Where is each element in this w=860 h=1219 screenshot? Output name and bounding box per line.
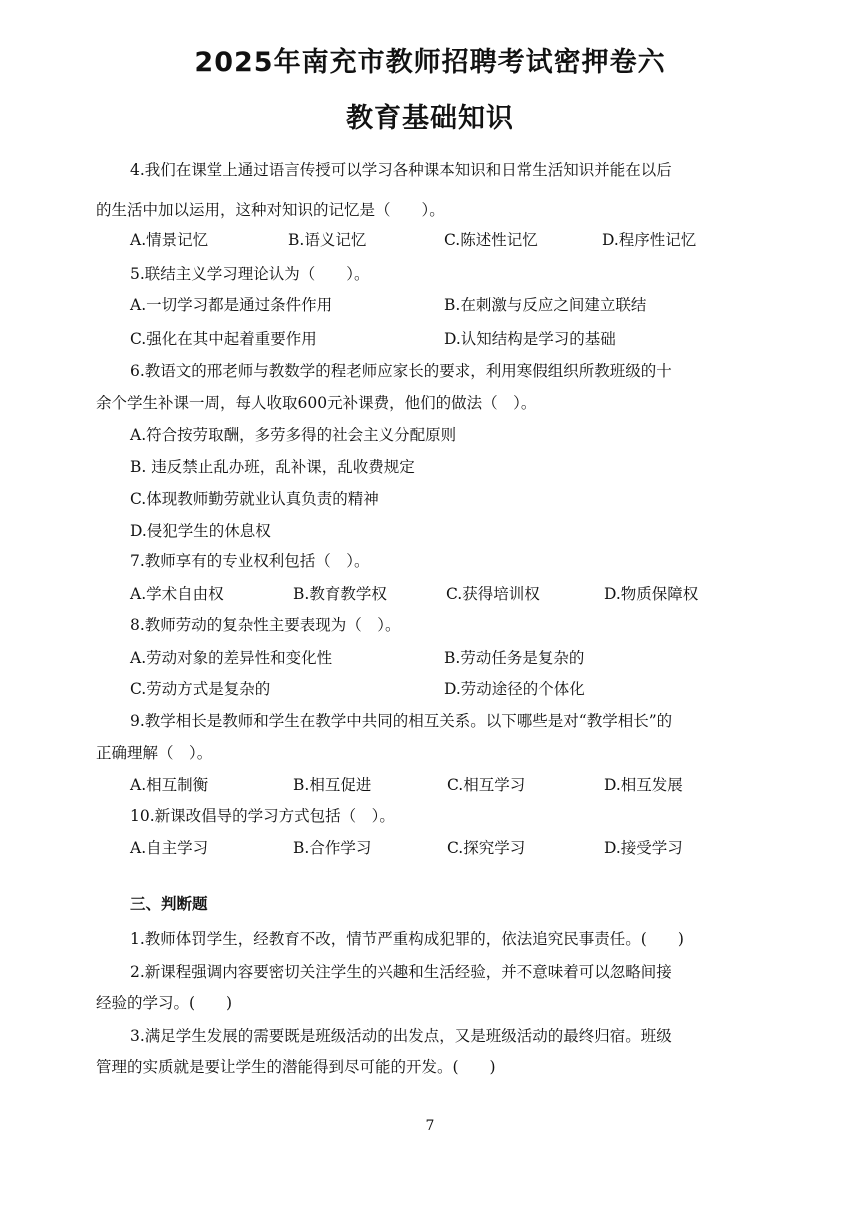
question-9-line-2: 正确理解（ ）。 <box>96 744 213 762</box>
judgement-3-line-2: 管理的实质就是要让学生的潜能得到尽可能的开发。( ) <box>96 1058 496 1076</box>
question-7-option-b: B.教育教学权 <box>293 585 387 603</box>
page-number: 7 <box>425 1118 435 1134</box>
question-10-stem: 10.新课改倡导的学习方式包括（ ）。 <box>130 807 395 825</box>
question-8-option-c: C.劳动方式是复杂的 <box>130 680 271 698</box>
question-5-option-d: D.认知结构是学习的基础 <box>444 330 616 348</box>
question-10-option-b: B.合作学习 <box>293 839 372 857</box>
question-4-option-d: D.程序性记忆 <box>602 231 697 249</box>
question-4-option-b: B.语义记忆 <box>288 231 367 249</box>
question-7-option-a: A.学术自由权 <box>130 585 224 603</box>
question-10-option-a: A.自主学习 <box>130 839 209 857</box>
question-9-option-b: B.相互促进 <box>293 776 372 794</box>
question-6-line-2: 余个学生补课一周，每人收取600元补课费，他们的做法（ ）。 <box>96 394 537 412</box>
question-5-option-b: B.在刺激与反应之间建立联结 <box>444 296 647 314</box>
judgement-2-line-2: 经验的学习。( ) <box>96 994 233 1012</box>
question-9-option-c: C.相互学习 <box>447 776 526 794</box>
question-7-option-d: D.物质保障权 <box>604 585 699 603</box>
question-4-option-c: C.陈述性记忆 <box>444 231 538 249</box>
question-6-option-b: B. 违反禁止乱办班，乱补课，乱收费规定 <box>130 458 415 476</box>
question-8-option-b: B.劳动任务是复杂的 <box>444 649 585 667</box>
judgement-3-line-1: 3.满足学生发展的需要既是班级活动的出发点，又是班级活动的最终归宿。班级 <box>130 1027 672 1045</box>
question-7-stem: 7.教师享有的专业权利包括（ ）。 <box>130 552 370 570</box>
question-5-stem: 5.联结主义学习理论认为（ ）。 <box>130 265 370 283</box>
question-8-option-a: A.劳动对象的差异性和变化性 <box>130 649 333 667</box>
question-9-option-d: D.相互发展 <box>604 776 683 794</box>
page-subtitle: 教育基础知识 <box>346 103 514 134</box>
section-heading-true-false: 三、判断题 <box>130 895 208 913</box>
question-9-line-1: 9.教学相长是教师和学生在教学中共同的相互关系。以下哪些是对“教学相长”的 <box>130 712 673 730</box>
question-10-option-c: C.探究学习 <box>447 839 526 857</box>
question-6-option-c: C.体现教师勤劳就业认真负责的精神 <box>130 490 379 508</box>
question-6-option-d: D.侵犯学生的休息权 <box>130 522 271 540</box>
question-7-option-c: C.获得培训权 <box>446 585 540 603</box>
question-5-option-a: A.一切学习都是通过条件作用 <box>130 296 333 314</box>
question-6-line-1: 6.教语文的邢老师与教数学的程老师应家长的要求，利用寒假组织所教班级的十 <box>130 362 672 380</box>
question-8-stem: 8.教师劳动的复杂性主要表现为（ ）。 <box>130 616 401 634</box>
question-4-line-1: 4.我们在课堂上通过语言传授可以学习各种课本知识和日常生活知识并能在以后 <box>130 161 672 179</box>
judgement-1: 1.教师体罚学生，经教育不改，情节严重构成犯罪的，依法追究民事责任。( ) <box>130 930 684 948</box>
page-title: 2025年南充市教师招聘考试密押卷六 <box>194 47 666 78</box>
question-4-option-a: A.情景记忆 <box>130 231 209 249</box>
question-5-option-c: C.强化在其中起着重要作用 <box>130 330 317 348</box>
question-9-option-a: A.相互制衡 <box>130 776 209 794</box>
question-10-option-d: D.接受学习 <box>604 839 683 857</box>
question-8-option-d: D.劳动途径的个体化 <box>444 680 585 698</box>
judgement-2-line-1: 2.新课程强调内容要密切关注学生的兴趣和生活经验，并不意味着可以忽略间接 <box>130 963 672 981</box>
question-4-line-2: 的生活中加以运用，这种对知识的记忆是（ ）。 <box>96 201 445 219</box>
question-6-option-a: A.符合按劳取酬，多劳多得的社会主义分配原则 <box>130 426 457 444</box>
